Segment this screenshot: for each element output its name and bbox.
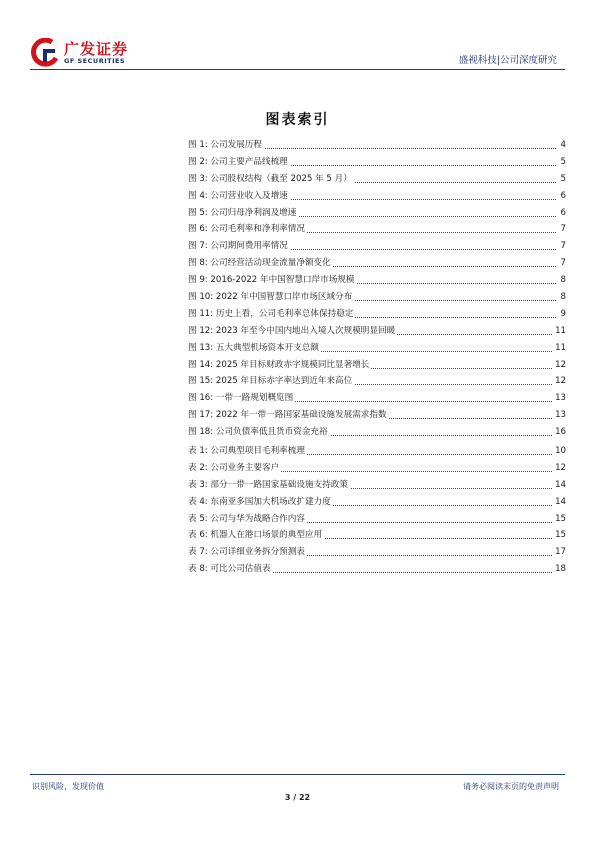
- figure-index-entry[interactable]: [188, 138, 566, 155]
- toc-entry-page: 12: [555, 462, 566, 473]
- toc-entry-page: 18: [555, 564, 566, 575]
- figure-index-entry[interactable]: [188, 206, 566, 223]
- figure-index-entry[interactable]: [188, 307, 566, 324]
- footer-divider: [30, 774, 565, 775]
- toc-entry-page: 10: [555, 446, 566, 456]
- toc-entry-label: 图 13: 五大典型机场资本开支总额: [188, 342, 320, 353]
- toc-entry-page: 8: [560, 275, 566, 286]
- toc-entry-page: 6: [560, 207, 566, 218]
- toc-entry-page: 11: [555, 342, 566, 353]
- figure-index-entry[interactable]: [188, 391, 566, 408]
- figure-index-entry[interactable]: [188, 290, 566, 307]
- toc-entry-page: 4: [560, 140, 566, 150]
- toc-entry-page: 11: [555, 325, 566, 336]
- toc-entry-page: 9: [560, 308, 566, 319]
- logo-chinese-name: 广发证券: [64, 40, 129, 58]
- toc-entry-page: 15: [555, 530, 566, 541]
- figure-index-entry[interactable]: [188, 408, 566, 425]
- toc-entry-page: 12: [555, 359, 566, 370]
- toc-entry-label: 图 4: 公司营业收入及增速: [188, 190, 288, 201]
- toc-entry-page: 7: [560, 241, 566, 252]
- toc-entry-label: 图 17: 2022 年一带一路国家基础设施发展需求指数: [188, 410, 387, 421]
- toc-entry-label: 图 12: 2023 年至今中国内地出入境人次规模明显回暖: [188, 325, 396, 336]
- table-index-entry[interactable]: [188, 478, 566, 495]
- figure-index-entry[interactable]: [188, 374, 566, 391]
- toc-entry-page: 13: [555, 393, 566, 404]
- figure-index-entry[interactable]: [188, 324, 566, 341]
- toc-entry-label: 图 8: 公司经营活动现金流量净额变化: [188, 258, 331, 269]
- figure-index-entry[interactable]: [188, 425, 566, 442]
- figure-index-entry[interactable]: [188, 256, 566, 273]
- toc-entry-label: 图 5: 公司归母净利润及增速: [188, 207, 297, 218]
- toc-entry-page: 13: [555, 410, 566, 421]
- table-index-entry[interactable]: [188, 495, 566, 512]
- report-tag: 盛视科技|公司深度研究: [458, 55, 557, 66]
- figure-index-entry[interactable]: [188, 155, 566, 172]
- toc-entry-label: 表 4: 东南亚多国加大机场改扩建力度: [188, 496, 331, 507]
- gf-logo: [30, 38, 150, 70]
- toc-entry-label: 表 3: 部分一带一路国家基础设施支持政策: [188, 479, 348, 490]
- figure-index-entry[interactable]: [188, 172, 566, 189]
- toc-entry-label: 图 6: 公司毛利率和净利率情况: [188, 224, 305, 235]
- toc-entry-page: 16: [555, 427, 566, 438]
- toc-entry-label: 图 1: 公司发展历程: [188, 140, 262, 150]
- toc-entry-label: 表 7: 公司详细业务拆分预测表: [188, 547, 305, 558]
- figure-index-entry[interactable]: [188, 341, 566, 358]
- toc-entry-page: 15: [555, 513, 566, 524]
- toc-entry-label: 图 16: 一带一路规划概览图: [188, 393, 294, 404]
- toc-entry-page: 7: [560, 224, 566, 235]
- toc-entry-label: 表 1: 公司典型项目毛利率梳理: [188, 446, 305, 456]
- toc-entry-label: 图 11: 历史上看，公司毛利率总体保持稳定: [188, 308, 354, 319]
- header-divider: [30, 69, 565, 70]
- figure-index-entry[interactable]: [188, 273, 566, 290]
- logo-english-name: GF SECURITIES: [64, 57, 126, 65]
- table-index-entry[interactable]: [188, 512, 566, 529]
- figure-index-entry[interactable]: [188, 358, 566, 375]
- toc-entry-page: 14: [555, 479, 566, 490]
- toc-entry-label: 表 2: 公司业务主要客户: [188, 462, 280, 473]
- table-index-entry[interactable]: [188, 444, 566, 461]
- toc-entry-label: 表 6: 机器人在港口场景的典型应用: [188, 530, 323, 541]
- table-index-entry[interactable]: [188, 545, 566, 562]
- table-index-entry[interactable]: [188, 461, 566, 478]
- figure-index-entry[interactable]: [188, 239, 566, 256]
- toc-entry-label: 图 7: 公司期间费用率情况: [188, 241, 288, 252]
- toc-entry-label: 图 9: 2016-2022 年中国智慧口岸市场规模: [188, 275, 355, 286]
- toc-entry-label: 图 2: 公司主要产品线梳理: [188, 156, 288, 167]
- toc-entry-page: 7: [560, 258, 566, 269]
- figure-index-entry[interactable]: [188, 222, 566, 239]
- toc-entry-page: 5: [560, 156, 566, 167]
- toc-entry-label: 图 15: 2025 年目标赤字率达到近年来高位: [188, 376, 353, 387]
- toc-entry-page: 17: [555, 547, 566, 558]
- toc-entry-page: 5: [560, 173, 566, 184]
- toc-entry-label: 表 8: 可比公司估值表: [188, 564, 271, 575]
- toc-entry-label: 图 10: 2022 年中国智慧口岸市场区域分布: [188, 292, 353, 303]
- figure-index-list: [188, 138, 566, 442]
- footer-slogan: 识别风险，发现价值: [32, 782, 104, 791]
- footer-disclaimer-link[interactable]: 请务必阅读末页的免责声明: [463, 782, 559, 791]
- toc-entry-page: 8: [560, 292, 566, 303]
- toc-entry-label: 图 14: 2025 年目标财政赤字规模同比显著增长: [188, 359, 370, 370]
- gf-logo-icon: [30, 38, 60, 68]
- toc-entry-page: 12: [555, 376, 566, 387]
- figure-index-entry[interactable]: [188, 189, 566, 206]
- table-index-list: [188, 444, 566, 579]
- toc-entry-page: 6: [560, 190, 566, 201]
- page-number: 3 / 22: [284, 793, 311, 802]
- toc-entry-label: 表 5: 公司与华为战略合作内容: [188, 513, 305, 524]
- page-title: 图表索引: [265, 112, 330, 128]
- table-index-entry[interactable]: [188, 562, 566, 579]
- toc-entry-label: 图 3: 公司股权结构（截至 2025 年 5 月）: [188, 173, 352, 184]
- toc-entry-label: 图 18: 公司负债率低且货币资金充裕: [188, 427, 328, 438]
- toc-entry-page: 14: [555, 496, 566, 507]
- table-index-entry[interactable]: [188, 528, 566, 545]
